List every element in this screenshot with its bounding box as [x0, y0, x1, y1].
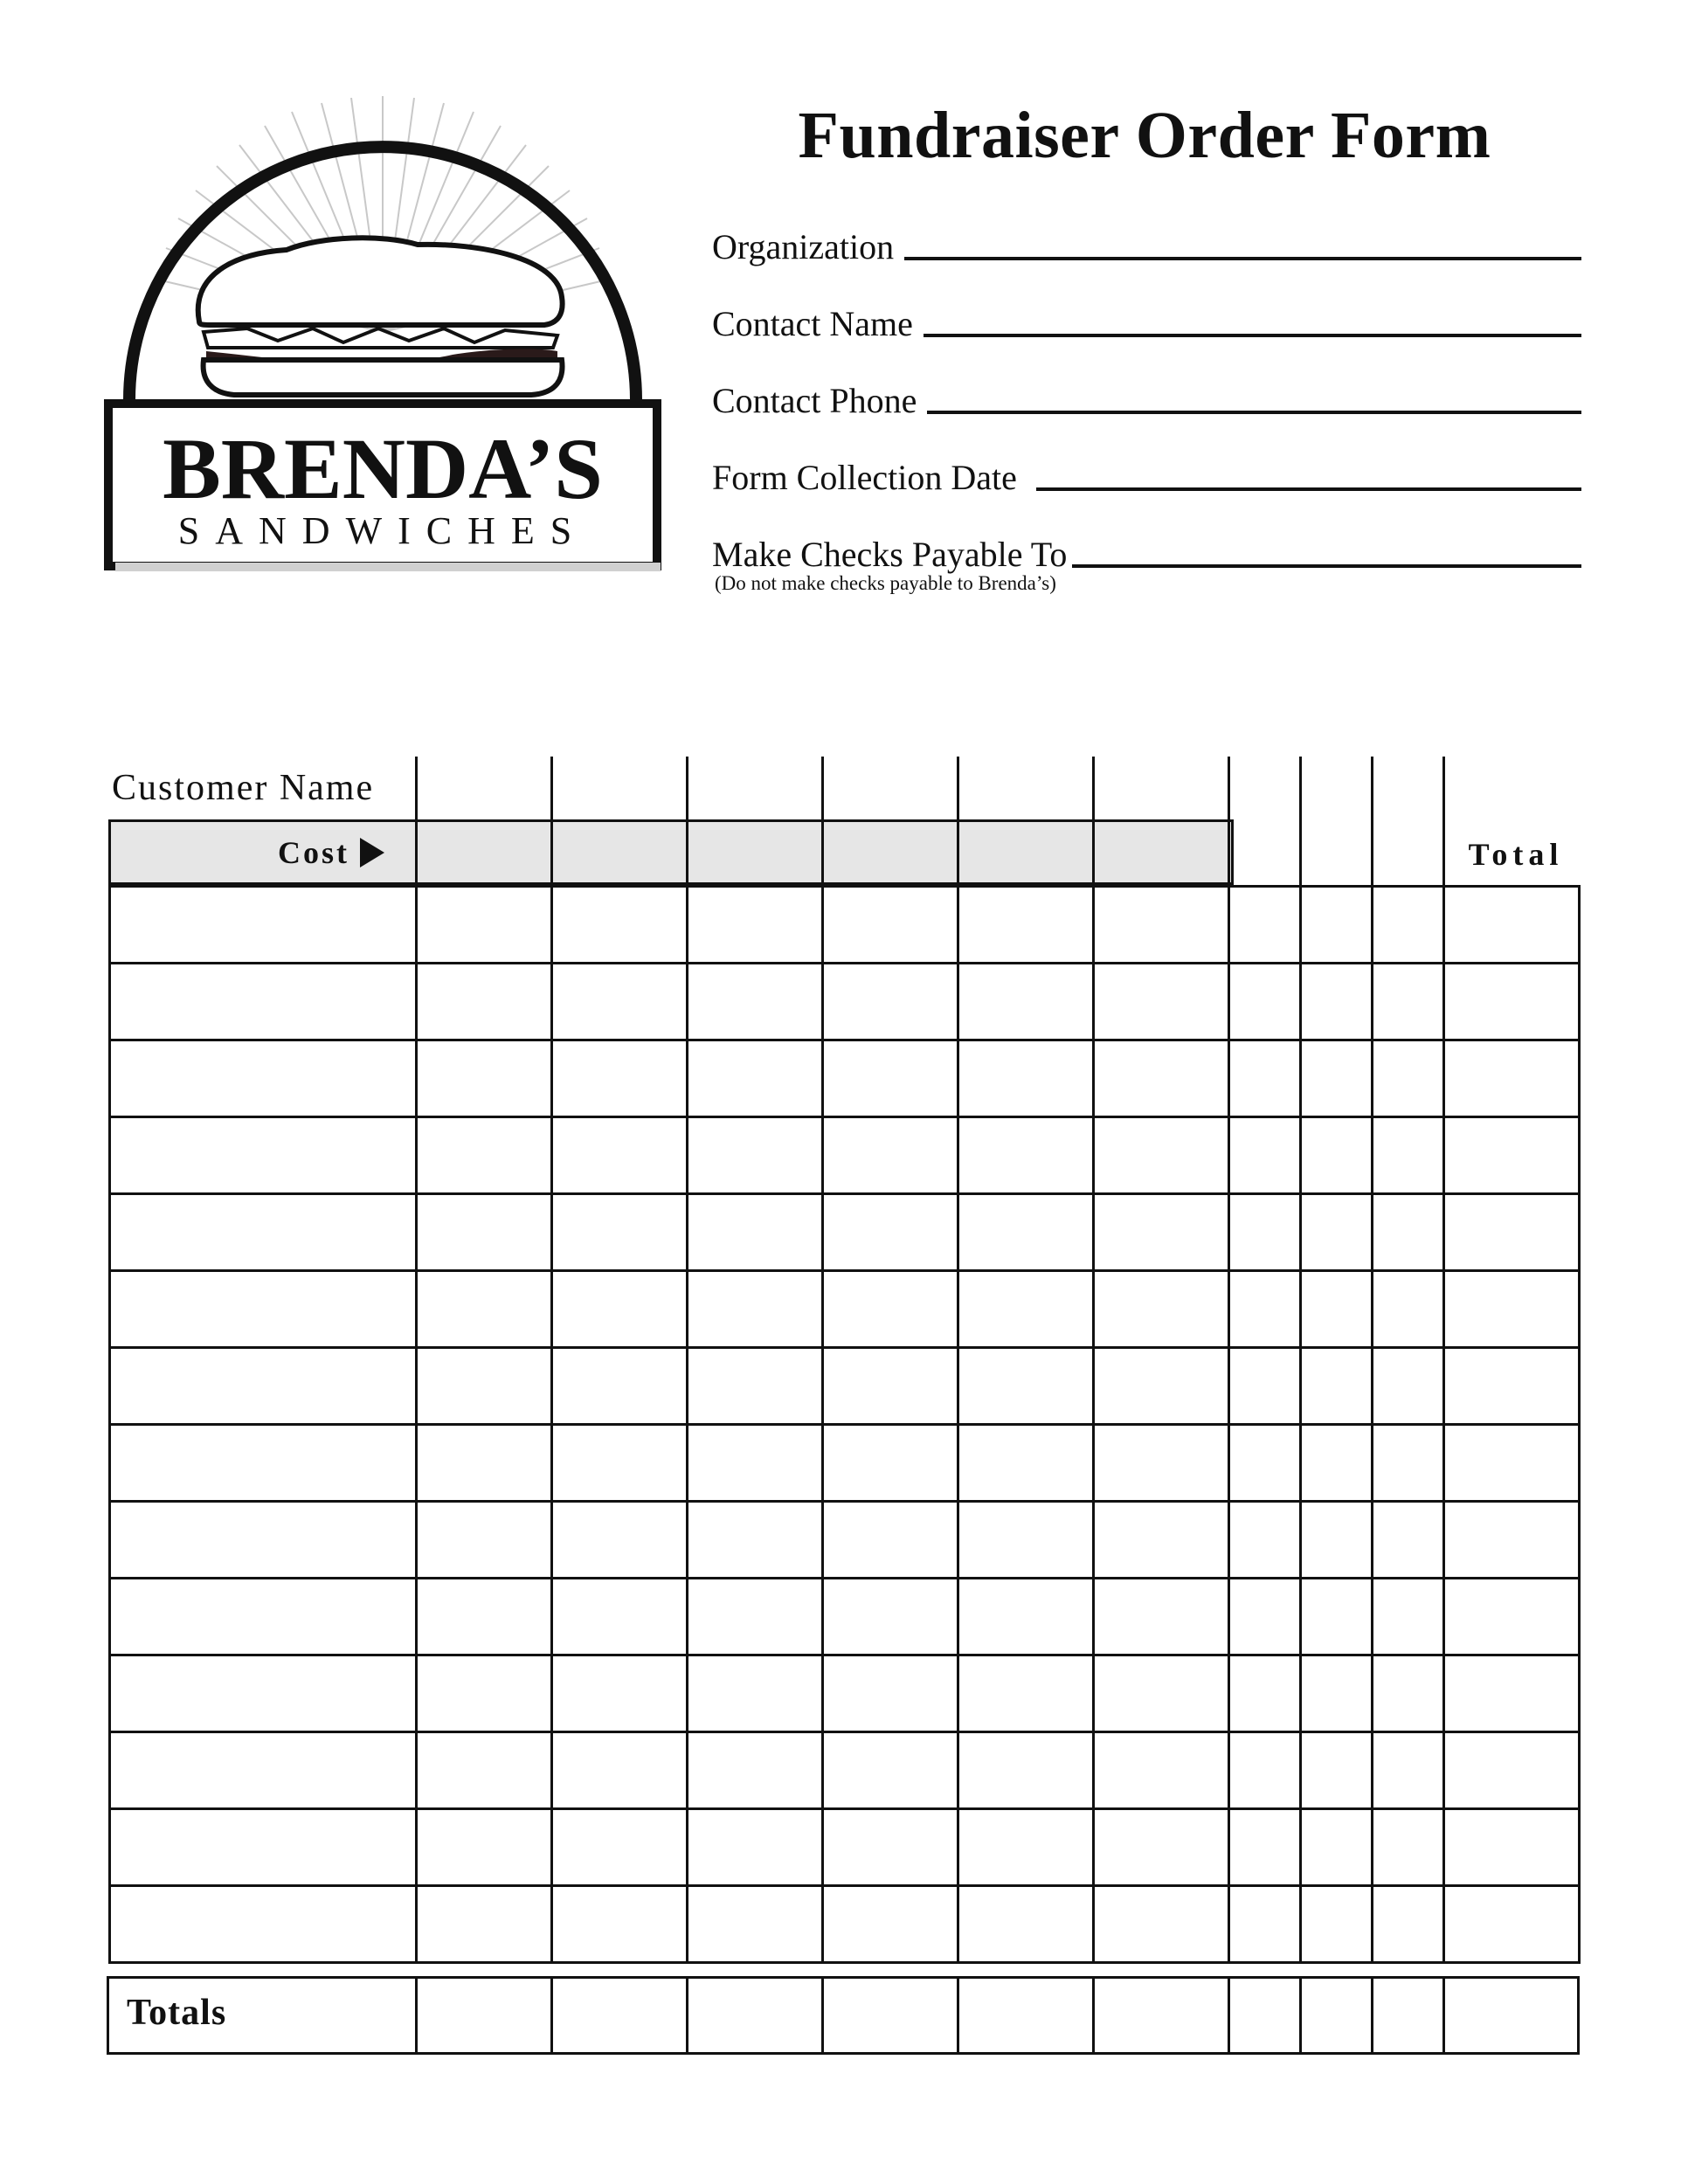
quantity-cell[interactable] [824, 1041, 957, 1116]
sandwich-icon [198, 238, 563, 395]
quantity-cell[interactable] [959, 1656, 1092, 1731]
row-total-cell[interactable] [1445, 1195, 1578, 1269]
quantity-cell[interactable] [824, 1887, 957, 1961]
quantity-cell[interactable] [1373, 1810, 1442, 1884]
organization-label: Organization [712, 227, 895, 266]
quantity-cell[interactable] [1373, 1118, 1442, 1192]
quantity-cell[interactable] [553, 964, 686, 1039]
form-collection-date-input-line[interactable] [1036, 487, 1581, 491]
quantity-cell[interactable] [1302, 1503, 1371, 1577]
quantity-cell[interactable] [553, 1579, 686, 1654]
contact-name-label: Contact Name [712, 304, 913, 343]
quantity-cell[interactable] [1095, 1579, 1228, 1654]
quantity-cell[interactable] [1373, 1426, 1442, 1500]
quantity-cell[interactable] [824, 1656, 957, 1731]
quantity-cell[interactable] [824, 1195, 957, 1269]
quantity-cell[interactable] [1230, 1041, 1299, 1116]
row-total-cell[interactable] [1445, 1426, 1578, 1500]
quantity-cell[interactable] [688, 1733, 821, 1807]
customer-name-cell[interactable] [111, 1579, 415, 1654]
totals-cell[interactable] [1230, 1979, 1299, 2052]
quantity-cell[interactable] [1095, 1887, 1228, 1961]
row-total-cell[interactable] [1445, 1349, 1578, 1423]
right-arrow-icon [360, 838, 384, 867]
organization-field[interactable] [712, 215, 1581, 267]
row-total-cell[interactable] [1445, 1887, 1578, 1961]
customer-name-cell[interactable] [111, 1426, 415, 1500]
quantity-cell[interactable] [688, 1349, 821, 1423]
quantity-cell[interactable] [1373, 1195, 1442, 1269]
total-header: Total [1468, 837, 1564, 872]
quantity-cell[interactable] [688, 1656, 821, 1731]
quantity-cell[interactable] [1373, 1579, 1442, 1654]
quantity-cell[interactable] [418, 1503, 550, 1577]
quantity-cell[interactable] [959, 1118, 1092, 1192]
row-total-cell[interactable] [1445, 1041, 1578, 1116]
organization-input-line[interactable] [904, 257, 1581, 260]
customer-name-cell[interactable] [111, 1041, 415, 1116]
totals-cell[interactable] [824, 1979, 957, 2052]
quantity-cell[interactable] [1302, 1195, 1371, 1269]
quantity-cell[interactable] [688, 1503, 821, 1577]
quantity-cell[interactable] [553, 1272, 686, 1346]
row-total-cell[interactable] [1445, 1656, 1578, 1731]
quantity-cell[interactable] [1373, 1041, 1442, 1116]
quantity-cell[interactable] [959, 1426, 1092, 1500]
quantity-cell[interactable] [418, 1118, 550, 1192]
quantity-cell[interactable] [1230, 1118, 1299, 1192]
quantity-cell[interactable] [824, 1733, 957, 1807]
customer-name-cell[interactable] [111, 888, 415, 962]
quantity-cell[interactable] [1095, 1118, 1228, 1192]
row-total-cell[interactable] [1445, 964, 1578, 1039]
quantity-cell[interactable] [1373, 1656, 1442, 1731]
quantity-cell[interactable] [1095, 1195, 1228, 1269]
totals-cell[interactable] [418, 1979, 550, 2052]
quantity-cell[interactable] [959, 1887, 1092, 1961]
quantity-cell[interactable] [1230, 1349, 1299, 1423]
quantity-cell[interactable] [418, 1810, 550, 1884]
quantity-cell[interactable] [688, 1579, 821, 1654]
quantity-cell[interactable] [418, 1426, 550, 1500]
quantity-cell[interactable] [959, 1733, 1092, 1807]
checks-payable-input-line[interactable] [1072, 564, 1581, 568]
quantity-cell[interactable] [1230, 964, 1299, 1039]
quantity-cell[interactable] [1095, 964, 1228, 1039]
quantity-cell[interactable] [1095, 1656, 1228, 1731]
quantity-cell[interactable] [418, 1041, 550, 1116]
quantity-cell[interactable] [824, 1272, 957, 1346]
quantity-cell[interactable] [418, 964, 550, 1039]
quantity-cell[interactable] [418, 1579, 550, 1654]
totals-cell[interactable] [959, 1979, 1092, 2052]
quantity-cell[interactable] [418, 888, 550, 962]
customer-name-cell[interactable] [111, 1118, 415, 1192]
quantity-cell[interactable] [1302, 1349, 1371, 1423]
contact-phone-label: Contact Phone [712, 381, 917, 420]
quantity-cell[interactable] [824, 888, 957, 962]
quantity-cell[interactable] [1302, 1887, 1371, 1961]
quantity-cell[interactable] [553, 1810, 686, 1884]
row-total-cell[interactable] [1445, 1272, 1578, 1346]
quantity-cell[interactable] [553, 1503, 686, 1577]
quantity-cell[interactable] [688, 1810, 821, 1884]
quantity-cell[interactable] [688, 1272, 821, 1346]
quantity-cell[interactable] [1230, 1426, 1299, 1500]
quantity-cell[interactable] [959, 1503, 1092, 1577]
quantity-cell[interactable] [418, 1349, 550, 1423]
quantity-cell[interactable] [1095, 1733, 1228, 1807]
quantity-cell[interactable] [824, 1349, 957, 1423]
contact-phone-input-line[interactable] [927, 411, 1581, 414]
contact-name-input-line[interactable] [924, 334, 1581, 337]
row-total-cell[interactable] [1445, 1503, 1578, 1577]
checks-payable-field[interactable] [712, 522, 1581, 575]
quantity-cell[interactable] [688, 888, 821, 962]
quantity-cell[interactable] [1302, 888, 1371, 962]
quantity-cell[interactable] [959, 1579, 1092, 1654]
brand-name: BRENDA’S [163, 420, 603, 517]
totals-cell[interactable] [553, 1979, 686, 2052]
quantity-cell[interactable] [824, 1810, 957, 1884]
quantity-cell[interactable] [688, 1887, 821, 1961]
quantity-cell[interactable] [1095, 1810, 1228, 1884]
quantity-cell[interactable] [1230, 1810, 1299, 1884]
quantity-cell[interactable] [1302, 964, 1371, 1039]
quantity-cell[interactable] [1302, 1656, 1371, 1731]
quantity-cell[interactable] [1373, 1733, 1442, 1807]
quantity-cell[interactable] [418, 1195, 550, 1269]
totals-cell[interactable] [1373, 1979, 1442, 2052]
quantity-cell[interactable] [553, 1041, 686, 1116]
contact-phone-field[interactable] [712, 369, 1581, 421]
quantity-cell[interactable] [553, 1118, 686, 1192]
quantity-cell[interactable] [688, 1118, 821, 1192]
customer-name-cell[interactable] [111, 1887, 415, 1961]
form-collection-date-field[interactable] [712, 446, 1581, 498]
quantity-cell[interactable] [553, 1349, 686, 1423]
quantity-cell[interactable] [824, 964, 957, 1039]
quantity-cell[interactable] [1095, 888, 1228, 962]
quantity-cell[interactable] [1230, 1503, 1299, 1577]
quantity-cell[interactable] [1230, 888, 1299, 962]
customer-name-cell[interactable] [111, 964, 415, 1039]
customer-name-cell[interactable] [111, 1503, 415, 1577]
quantity-cell[interactable] [418, 1733, 550, 1807]
quantity-cell[interactable] [1230, 1579, 1299, 1654]
quantity-cell[interactable] [959, 888, 1092, 962]
quantity-cell[interactable] [553, 1656, 686, 1731]
customer-name-cell[interactable] [111, 1349, 415, 1423]
quantity-cell[interactable] [959, 1041, 1092, 1116]
quantity-cell[interactable] [553, 1426, 686, 1500]
quantity-cell[interactable] [418, 1887, 550, 1961]
customer-name-header: Customer Name [112, 768, 375, 808]
totals-cell[interactable] [1095, 1979, 1228, 2052]
customer-name-cell[interactable] [111, 1733, 415, 1807]
quantity-cell[interactable] [1095, 1349, 1228, 1423]
quantity-cell[interactable] [553, 1733, 686, 1807]
quantity-cell[interactable] [1230, 1733, 1299, 1807]
brand-subtitle: SANDWICHES [177, 509, 588, 552]
quantity-cell[interactable] [1373, 1503, 1442, 1577]
cost-label [278, 834, 384, 871]
quantity-cell[interactable] [1302, 1041, 1371, 1116]
quantity-cell[interactable] [1373, 1887, 1442, 1961]
quantity-cell[interactable] [824, 1503, 957, 1577]
cost-label-text: Cost [278, 835, 349, 870]
contact-name-field[interactable] [712, 292, 1581, 344]
row-total-cell[interactable] [1445, 1118, 1578, 1192]
quantity-cell[interactable] [688, 1426, 821, 1500]
row-total-cell[interactable] [1445, 888, 1578, 962]
form-collection-date-label: Form Collection Date [712, 458, 1017, 497]
quantity-cell[interactable] [1302, 1272, 1371, 1346]
quantity-cell[interactable] [959, 1349, 1092, 1423]
quantity-cell[interactable] [824, 1426, 957, 1500]
quantity-cell[interactable] [1373, 1349, 1442, 1423]
customer-name-cell[interactable] [111, 1656, 415, 1731]
quantity-cell[interactable] [1095, 1272, 1228, 1346]
quantity-cell[interactable] [1302, 1733, 1371, 1807]
quantity-cell[interactable] [1230, 1272, 1299, 1346]
totals-cell[interactable] [688, 1979, 821, 2052]
row-divider [108, 1961, 1581, 1964]
quantity-cell[interactable] [1302, 1426, 1371, 1500]
quantity-cell[interactable] [959, 1195, 1092, 1269]
quantity-cell[interactable] [959, 1272, 1092, 1346]
quantity-cell[interactable] [1095, 1503, 1228, 1577]
customer-name-cell[interactable] [111, 1272, 415, 1346]
row-total-cell[interactable] [1445, 1733, 1578, 1807]
quantity-cell[interactable] [1302, 1579, 1371, 1654]
quantity-cell[interactable] [1095, 1426, 1228, 1500]
quantity-cell[interactable] [824, 1118, 957, 1192]
quantity-cell[interactable] [959, 1810, 1092, 1884]
totals-label: Totals [127, 1993, 227, 2033]
quantity-cell[interactable] [1373, 964, 1442, 1039]
quantity-cell[interactable] [553, 1195, 686, 1269]
checks-payable-label: Make Checks Payable To [712, 535, 1068, 574]
quantity-cell[interactable] [1230, 1195, 1299, 1269]
quantity-cell[interactable] [1230, 1887, 1299, 1961]
quantity-cell[interactable] [688, 964, 821, 1039]
quantity-cell[interactable] [1302, 1118, 1371, 1192]
quantity-cell[interactable] [824, 1579, 957, 1654]
checks-payable-note: (Do not make checks payable to Brenda’s) [715, 572, 1056, 594]
quantity-cell[interactable] [1373, 1272, 1442, 1346]
quantity-cell[interactable] [1302, 1810, 1371, 1884]
page-title: Fundraiser Order Form [798, 99, 1491, 172]
row-total-cell[interactable] [1445, 1810, 1578, 1884]
quantity-cell[interactable] [959, 964, 1092, 1039]
quantity-cell[interactable] [1230, 1656, 1299, 1731]
quantity-cell[interactable] [553, 888, 686, 962]
totals-cell[interactable] [1302, 1979, 1371, 2052]
brendas-sandwiches-logo [103, 70, 662, 577]
quantity-cell[interactable] [688, 1195, 821, 1269]
totals-cell[interactable] [1445, 1979, 1578, 2052]
quantity-cell[interactable] [1373, 888, 1442, 962]
quantity-cell[interactable] [418, 1272, 550, 1346]
quantity-cell[interactable] [688, 1041, 821, 1116]
customer-name-cell[interactable] [111, 1810, 415, 1884]
customer-name-cell[interactable] [111, 1195, 415, 1269]
quantity-cell[interactable] [1095, 1041, 1228, 1116]
quantity-cell[interactable] [418, 1656, 550, 1731]
row-total-cell[interactable] [1445, 1579, 1578, 1654]
quantity-cell[interactable] [553, 1887, 686, 1961]
